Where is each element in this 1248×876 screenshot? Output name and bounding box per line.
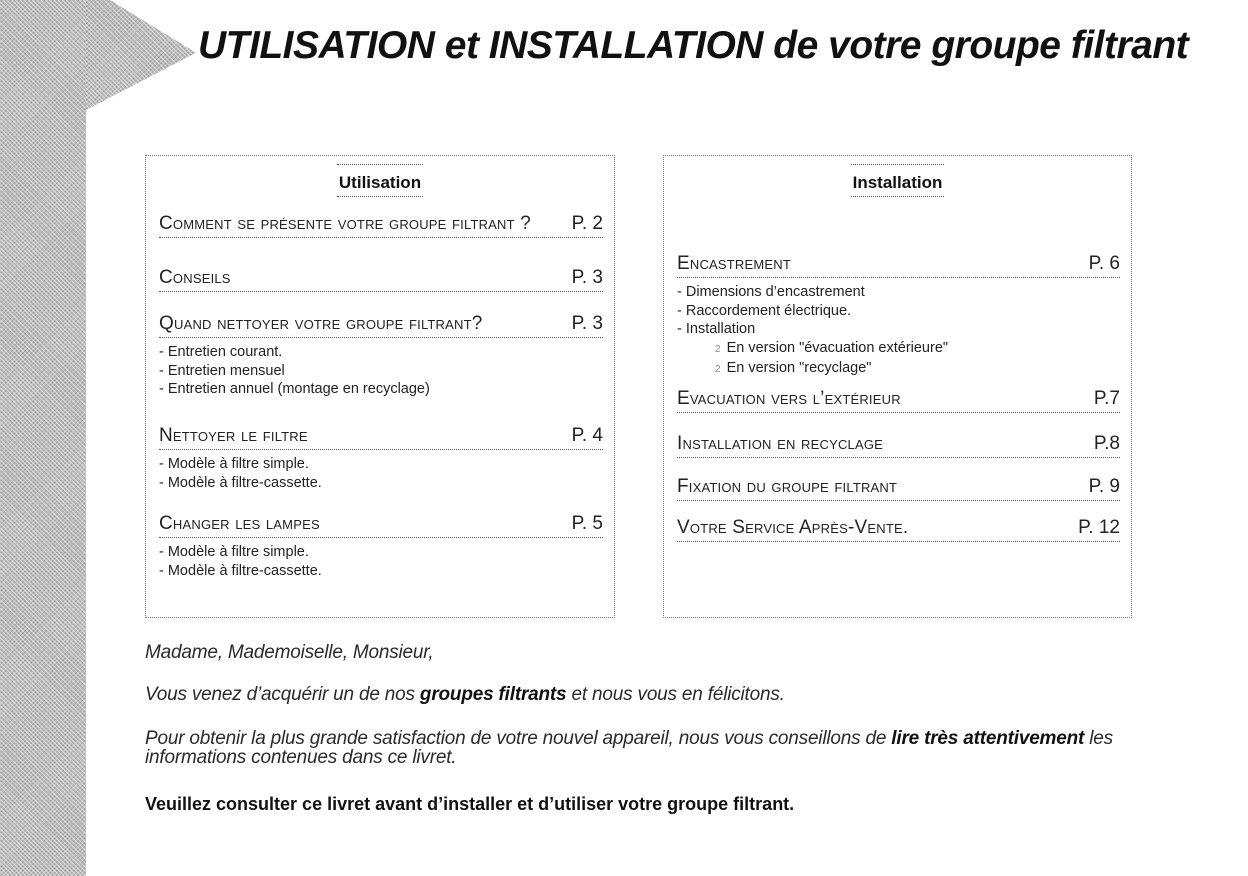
list-item: - Raccordement électrique. (677, 302, 852, 319)
bullet-icon: 2 (715, 364, 721, 375)
toc-entry-title: Conseils (159, 267, 231, 288)
utilisation-panel (145, 155, 615, 618)
toc-entry-page: P. 5 (571, 513, 603, 534)
toc-entry-presentation (159, 211, 603, 238)
installation-panel (663, 155, 1132, 618)
toc-entry-title: Votre Service Après-Vente. (677, 517, 909, 538)
list-item: 2 En version "recyclage" (715, 360, 872, 376)
toc-subitems-lampes (159, 543, 322, 580)
toc-entry-page: P. 9 (1088, 476, 1120, 497)
toc-entry-changer-lampes (159, 511, 603, 538)
toc-entry-title: Encastrement (677, 253, 792, 274)
toc-entry-recyclage (677, 431, 1120, 458)
emphasis: lire très attentivement (891, 728, 1085, 749)
list-item: - Entretien annuel (montage en recyclage) (159, 381, 430, 397)
toc-entry-fixation (677, 474, 1120, 501)
list-item: - Installation (677, 321, 756, 337)
list-item: - Dimensions d’encastrement (677, 284, 865, 300)
toc-entry-page: P. 3 (571, 267, 603, 288)
list-item: - Modèle à filtre simple. (159, 456, 309, 472)
installation-heading: Installation (664, 164, 1131, 197)
toc-subitems-filtre (159, 455, 322, 492)
closing-instruction: Veuillez consulter ce livret avant d’installer et d’utiliser votre groupe filtrant. (145, 794, 795, 814)
toc-entry-page: P. 3 (571, 313, 603, 334)
toc-entry-page: P. 12 (1078, 517, 1120, 538)
toc-entry-evacuation (677, 386, 1120, 413)
intro-paragraph: Vous venez d’acquérir un de nos groupes filtrants et nous vous en félicitons. (145, 684, 785, 705)
list-item: - Modèle à filtre simple. (159, 544, 309, 560)
toc-entry-encastrement (677, 251, 1120, 278)
bullet-icon: 2 (715, 343, 721, 355)
advice-paragraph: Pour obtenir la plus grande satisfaction de votre nouvel appareil, nous vous conseillons de lire très attentivement les informations contenues dans ce livret. (145, 728, 1113, 768)
page-title: UTILISATION et INSTALLATION de votre groupe filtrant (198, 24, 1189, 67)
toc-entry-page: P. 2 (571, 213, 603, 234)
utilisation-heading: Utilisation (146, 164, 614, 197)
emphasis: groupes filtrants (419, 684, 567, 705)
salutation: Madame, Mademoiselle, Monsieur, (145, 642, 434, 663)
toc-entry-title: Installation en recyclage (677, 433, 884, 454)
list-item: - Entretien courant. (159, 344, 283, 360)
list-item: 2 En version "évacuation extérieure" (715, 339, 949, 356)
toc-entry-page: P. 6 (1088, 253, 1120, 274)
toc-entry-sav (677, 515, 1120, 542)
toc-subitems-entretien (159, 343, 430, 399)
decorative-arrow (86, 0, 196, 110)
toc-entry-title: Changer les lampes (159, 513, 320, 534)
toc-entry-conseils (159, 265, 603, 292)
list-item: - Modèle à filtre-cassette. (159, 562, 322, 579)
toc-entry-title: Fixation du groupe filtrant (677, 476, 898, 497)
toc-entry-quand-nettoyer (159, 311, 603, 338)
list-item: - Entretien mensuel (159, 362, 285, 379)
toc-entry-page: P.7 (1093, 388, 1120, 409)
toc-entry-title: Quand nettoyer votre groupe filtrant? (159, 313, 483, 334)
toc-entry-title: Nettoyer le filtre (159, 425, 308, 446)
toc-entry-nettoyer-filtre (159, 423, 603, 450)
toc-entry-page: P. 4 (571, 425, 603, 446)
toc-entry-page: P.8 (1093, 433, 1120, 454)
list-item: - Modèle à filtre-cassette. (159, 474, 322, 491)
toc-entry-title: Comment se présente votre groupe filtrant ? (159, 213, 532, 234)
toc-subitems-encastrement (677, 283, 948, 380)
decorative-side-band (0, 0, 86, 876)
toc-entry-title: Evacuation vers l’extérieur (677, 388, 901, 409)
